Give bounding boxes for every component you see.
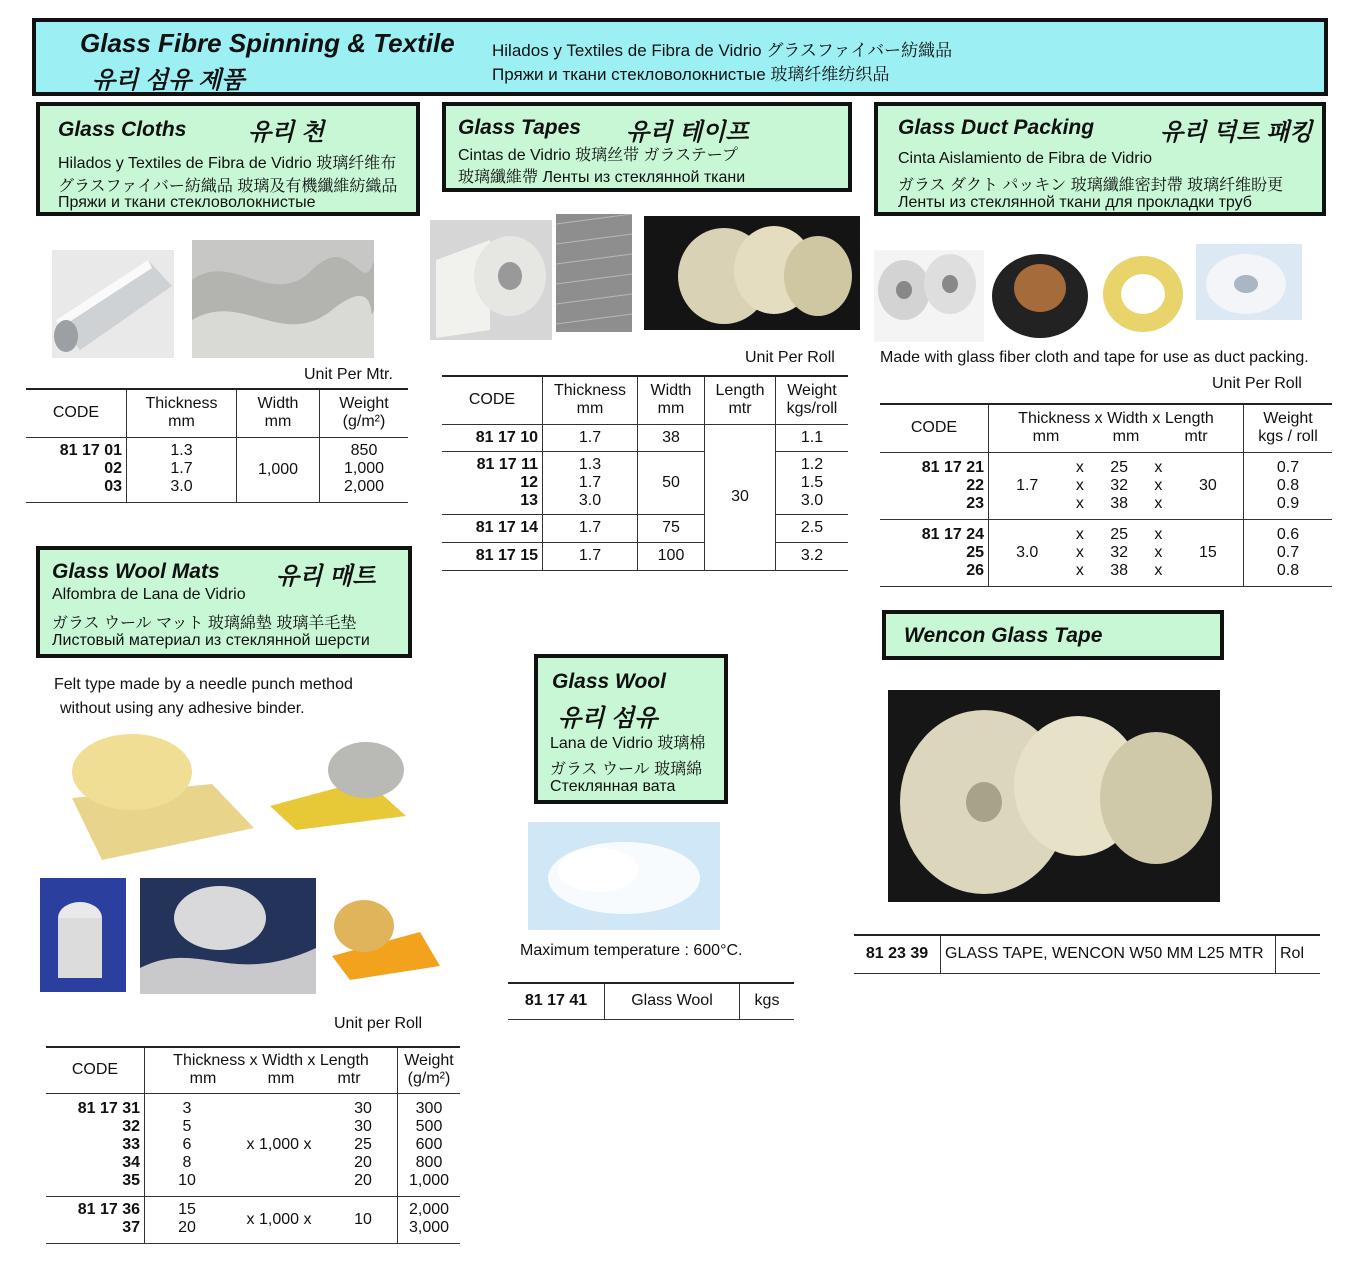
- col-weight-unit: kgs/roll: [786, 400, 838, 418]
- col-code: CODE: [442, 376, 543, 424]
- glass-cloths-heading-box: [36, 102, 420, 216]
- table-row: 81 17 36 15 x 1,000 x 10 2,000: [46, 1196, 460, 1219]
- wool-mat-blue-roll-photo: [40, 878, 126, 992]
- duct-tape-insulation-roll-photo: [1196, 244, 1302, 320]
- glass-tapes-table: [442, 375, 848, 571]
- table-row: 25 x 32 x 0.7: [880, 544, 1332, 562]
- col-thickness: Thickness: [553, 382, 627, 400]
- wool-mat-yellow-roll-photo: [62, 728, 258, 864]
- glass-cloth-fabric-photo: [192, 240, 374, 358]
- glass-cloths-line-3: Пряжи и ткани стекловолокнистые: [58, 194, 316, 211]
- glass-tapes-line-1: Cintas de Vidrio 玻璃丝带 ガラステープ: [458, 147, 738, 164]
- col-thickness: Thickness mm: [127, 389, 237, 437]
- glass-wool-table: [508, 982, 794, 1020]
- col-weight-unit: kgs / roll: [1258, 428, 1318, 446]
- glass-tape-roll-photo: [430, 220, 552, 340]
- glass-cloths-line-2: グラスファイバー紡織品 玻璃及有機纖維紡織品: [58, 178, 398, 195]
- glass-duct-line-1: Cinta Aislamiento de Fibra de Vidrio: [898, 150, 1153, 167]
- wencon-title: Wencon Glass Tape: [904, 624, 1103, 647]
- wencon-heading-box: [882, 610, 1224, 660]
- glass-tape-weave-photo: [556, 214, 632, 332]
- wool-mat-grey-roll-photo: [140, 878, 316, 994]
- duct-tape-black-roll-photo: [988, 244, 1092, 342]
- table-row: 33 6 25 600: [46, 1136, 460, 1154]
- col-weight-unit: (g/m²): [342, 413, 386, 431]
- page-header-banner: [32, 18, 1328, 96]
- glass-tapes-title-ko: 유리 테이프: [626, 119, 749, 146]
- col-length-unit: mtr: [728, 400, 752, 418]
- glass-wool-mats-note-1: Felt type made by a needle punch method: [54, 676, 353, 693]
- glass-wool-title-ko: 유리 섬유: [558, 705, 658, 732]
- glass-tapes-unit: Unit Per Roll: [745, 349, 835, 366]
- glass-duct-packing-heading-box: [874, 102, 1326, 216]
- table-row: 81 17 11 1.3 50 1.2: [442, 451, 848, 474]
- col-width: Width: [257, 395, 299, 413]
- glass-wool-line-2: ガラス ウール 玻璃綿: [550, 761, 703, 778]
- header-title-ko: 유리 섬유 제품: [92, 67, 245, 94]
- glass-duct-line-2: ガラス ダクト パッキン 玻璃纖維密封帶 玻璃纤维盼更: [898, 177, 1284, 194]
- col-thickness-width-length: Thickness x Width x Length: [1018, 410, 1214, 428]
- table-row: 81 17 01 1.3 1,000 850: [26, 437, 408, 460]
- table-row: 23 x 38 x 0.9: [880, 495, 1332, 520]
- glass-duct-title-en: Glass Duct Packing: [898, 116, 1095, 139]
- col-width: Width: [650, 382, 692, 400]
- glass-duct-table: CODE Thickness x Width x Length mm mm mtr Weight kgs / roll 81 17 21 1.7 x 25 x 30 0.7 22 x 32 x 0.8 23 x 38 x 0.9 81 17 24 3.0 x 25 x 15 0.6 25 x 32 x 0.7 26 x 38 x 0.8: [880, 403, 1332, 587]
- header-title-en: Glass Fibre Spinning & Textile: [80, 28, 455, 58]
- wencon-table: [854, 934, 1320, 974]
- glass-cloths-title-en: Glass Cloths: [58, 118, 187, 141]
- glass-cloths-unit: Unit Per Mtr.: [304, 366, 393, 383]
- col-thickness-width-length: Thickness x Width x Length: [173, 1052, 369, 1070]
- glass-wool-mats-heading-box: [36, 546, 412, 658]
- col-length: Length: [715, 382, 765, 400]
- glass-wool-mats-line-1: Alfombra de Lana de Vidrio: [52, 586, 246, 603]
- table-row: 34 8 20 800: [46, 1154, 460, 1172]
- glass-wool-heading-box: [534, 654, 728, 804]
- glass-duct-unit: Unit Per Roll: [1212, 375, 1302, 392]
- header-subtitle-ru-zh: Пряжи и ткани стекловолокнистые 玻璃纤维纺织品: [492, 65, 890, 84]
- table-row: 81 23 39 GLASS TAPE, WENCON W50 MM L25 MTR Rol: [854, 935, 1320, 973]
- glass-tapes-title-en: Glass Tapes: [458, 116, 581, 139]
- glass-duct-title-ko: 유리 덕트 패킹: [1160, 119, 1313, 146]
- glass-wool-mats-note-2: without using any adhesive binder.: [60, 700, 305, 717]
- table-row: 35 10 20 1,000: [46, 1172, 460, 1197]
- glass-wool-mats-table: CODE Thickness x Width x Length mm mm mtr Weight (g/m²) 81 17 31 3 x 1,000 x 30 300 32 5 30 500 33 6 25 600 34 8 20 800 35 10 20 1,000 81 17 36 15 x 1,000 x 10 2,000 37 20 3,000: [46, 1046, 460, 1244]
- glass-wool-mats-line-2: ガラス ウール マット 玻璃綿墊 玻璃羊毛垫: [52, 615, 357, 632]
- col-weight: Weight: [787, 382, 837, 400]
- table-row: 81 17 15 1.7 100 3.2: [442, 542, 848, 570]
- table-row: 13 3.0 3.0: [442, 492, 848, 515]
- table-row: 37 20 3,000: [46, 1219, 460, 1244]
- glass-cloth-roll-photo: [52, 250, 174, 358]
- wool-mat-foil-roll-photo: [266, 736, 410, 832]
- col-weight: Weight: [1263, 410, 1313, 428]
- glass-wool-photo: [528, 822, 720, 930]
- glass-wool-mats-unit: Unit per Roll: [334, 1015, 423, 1032]
- wencon-glass-tape-photo: [888, 690, 1220, 902]
- table-row: 22 x 32 x 0.8: [880, 477, 1332, 495]
- table-row: 32 5 30 500: [46, 1118, 460, 1136]
- glass-cloths-line-1: Hilados y Textiles de Fibra de Vidrio 玻璃纤维布: [58, 155, 397, 172]
- col-code: CODE: [880, 404, 989, 452]
- glass-tapes-heading-box: [442, 102, 852, 192]
- col-thickness-unit: mm: [576, 400, 604, 418]
- glass-cloths-title-ko: 유리 천: [248, 119, 325, 146]
- duct-tape-white-rolls-photo: [874, 250, 984, 342]
- glass-cloths-table: [26, 388, 408, 503]
- table-row: 81 17 41 Glass Wool kgs: [508, 983, 794, 1019]
- glass-tape-rolls-photo: [644, 216, 860, 330]
- table-row: 12 1.7 1.5: [442, 474, 848, 492]
- col-code: CODE: [26, 389, 127, 437]
- tapes-length-merged: 30: [705, 424, 776, 570]
- table-row: 81 17 31 3 x 1,000 x 30 300: [46, 1093, 460, 1118]
- glass-wool-mats-line-3: Листовый материал из стеклянной шерсти: [52, 632, 370, 649]
- table-row: 03 3.0 2,000: [26, 478, 408, 503]
- glass-tapes-line-2: 玻璃纖維帶 Ленты из стеклянной ткани: [458, 169, 746, 186]
- glass-wool-title-en: Glass Wool: [552, 670, 666, 693]
- glass-wool-line-3: Стеклянная вата: [550, 778, 676, 795]
- table-row: 81 17 10 1.7 38 30 1.1: [442, 424, 848, 451]
- header-subtitle-es-ja: Hilados y Textiles de Fibra de Vidrio グラスファイバー紡織品: [492, 41, 953, 60]
- table-row: 81 17 21 1.7 x 25 x 30 0.7: [880, 452, 1332, 477]
- col-width-unit: mm: [264, 413, 292, 431]
- table-row: 02 1.7 1,000: [26, 460, 408, 478]
- col-weight-unit: (g/m²): [407, 1070, 451, 1088]
- glass-wool-note: Maximum temperature : 600°C.: [520, 942, 743, 959]
- table-row: 26 x 38 x 0.8: [880, 562, 1332, 587]
- col-width-unit: mm: [657, 400, 685, 418]
- glass-duct-note: Made with glass fiber cloth and tape for use as duct packing.: [880, 349, 1309, 366]
- glass-duct-line-3: Ленты из стеклянной ткани для прокладки труб: [898, 194, 1252, 211]
- duct-tape-clear-roll-photo: [1100, 252, 1186, 336]
- col-weight: Weight: [339, 395, 389, 413]
- col-code: CODE: [46, 1047, 145, 1093]
- table-row: 81 17 14 1.7 75 2.5: [442, 514, 848, 542]
- glass-wool-mats-title-ko: 유리 매트: [276, 563, 376, 590]
- table-row: 81 17 24 3.0 x 25 x 15 0.6: [880, 519, 1332, 544]
- col-weight: Weight: [404, 1052, 454, 1070]
- glass-wool-mats-title-en: Glass Wool Mats: [52, 560, 220, 583]
- glass-wool-line-1: Lana de Vidrio 玻璃棉: [550, 735, 706, 752]
- wool-mat-orange-roll-photo: [330, 892, 442, 982]
